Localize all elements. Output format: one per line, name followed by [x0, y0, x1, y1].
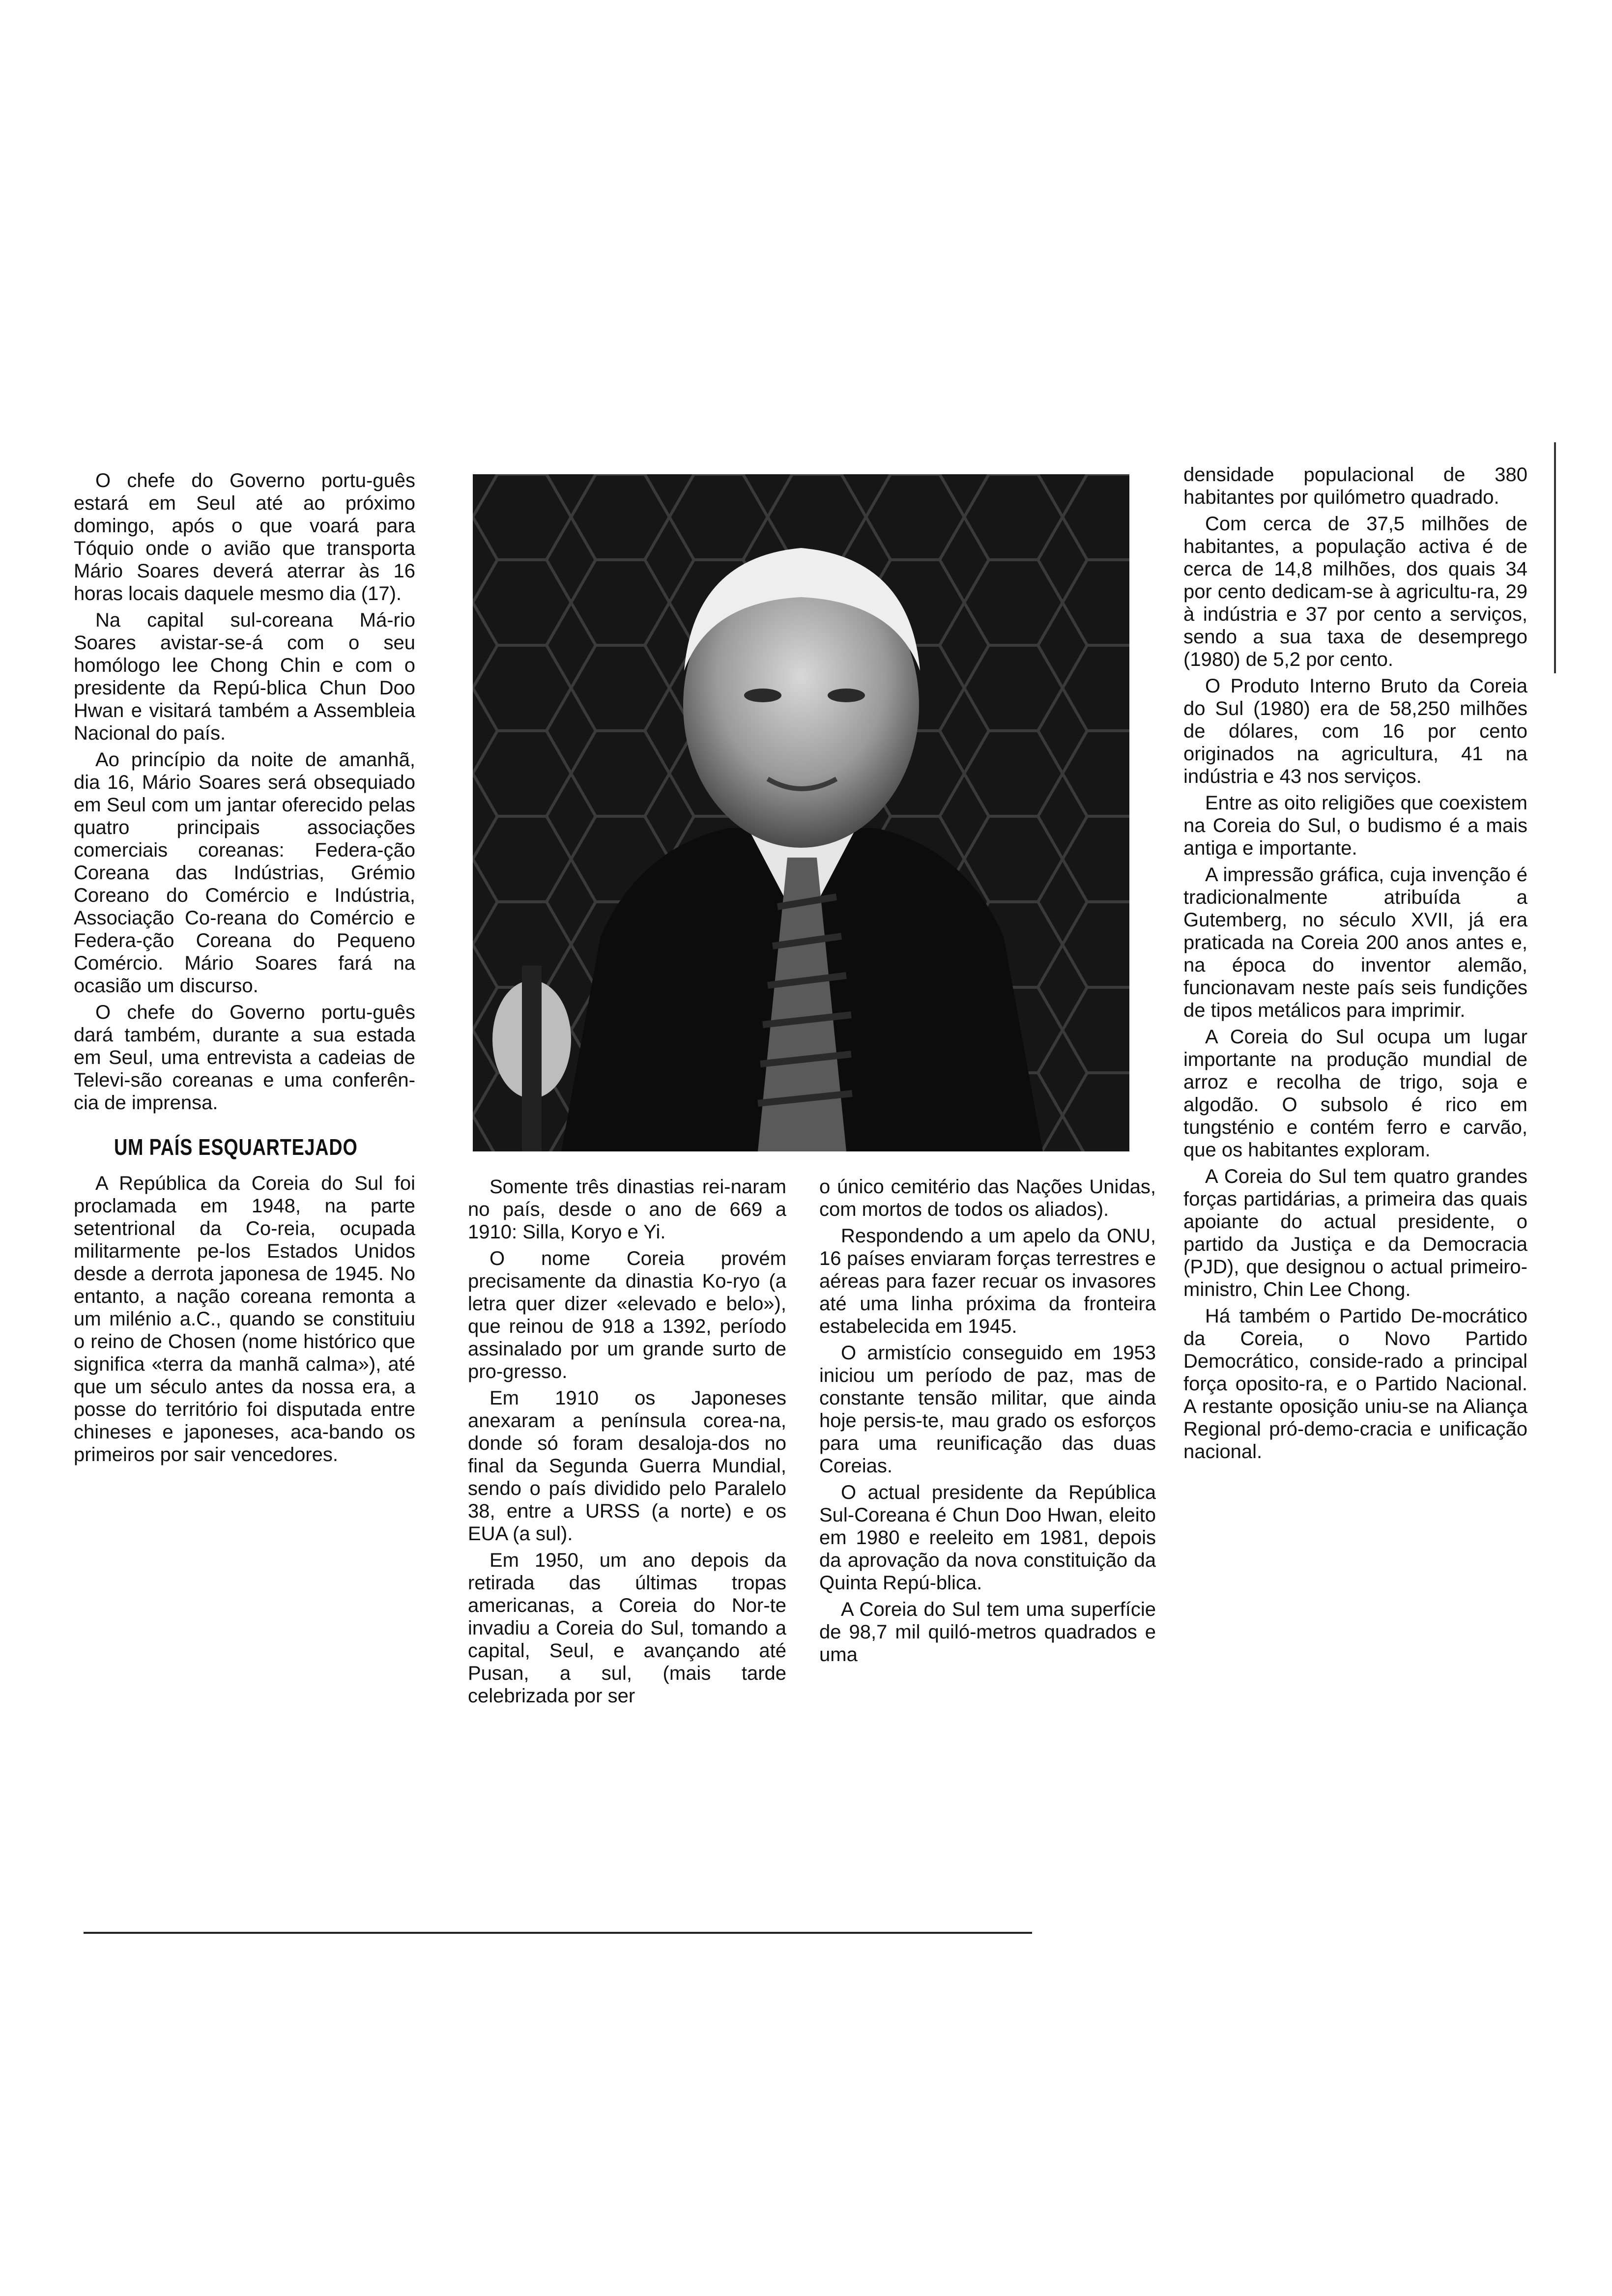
- section-heading: UM PAÍS ESQUARTEJADO: [114, 1134, 358, 1160]
- article-column-3: [819, 1176, 1156, 1670]
- paragraph: Em 1950, um ano depois da retirada das últimas tropas americanas, a Coreia do Nor-te invadiu a Coreia do Sul, tomando a capital, Seul, e avançando até Pusan, a sul, (mais tarde celebrizada por ser: [468, 1550, 786, 1707]
- paragraph: Em 1910 os Japoneses anexaram a península corea-na, donde só foram desaloja-dos no final da Segunda Guerra Mundial, sendo o país dividido pelo Paralelo 38, entre a URSS (a norte) e os EUA (a sul).: [468, 1387, 786, 1545]
- paragraph: Com cerca de 37,5 milhões de habitantes, a população activa é de cerca de 14,8 milhões, dos quais 34 por cento dedicam-se à agricultu-ra, 29 à indústria e 37 por cento a serviços, sendo a sua taxa de desemprego (1980) de 5,2 por cento.: [1183, 513, 1527, 670]
- paragraph: A Coreia do Sul ocupa um lugar importante na produção mundial de arroz e recolha de trigo, soja e algodão. O subsolo é rico em tungsténio e contém ferro e carvão, que os habitantes exploram.: [1183, 1026, 1527, 1161]
- portrait-photo: [473, 474, 1129, 1151]
- bottom-divider: [84, 1932, 1032, 1934]
- paragraph: O armistício conseguido em 1953 iniciou um período de paz, mas de constante tensão militar, que ainda hoje persis-te, mau grado os esforços para uma reunificação das duas Coreias.: [819, 1342, 1156, 1477]
- paragraph: O nome Coreia provém precisamente da dinastia Ko-ryo (a letra quer dizer «elevado e belo»), que reinou de 918 a 1392, período assinalado por um grande surto de pro-gresso.: [468, 1248, 786, 1382]
- article-column-4: [1183, 463, 1527, 1467]
- paragraph: A Coreia do Sul tem uma superfície de 98,7 mil quiló-metros quadrados e uma: [819, 1599, 1156, 1665]
- right-margin-line: [1554, 442, 1556, 673]
- portrait-photo-icon: [473, 474, 1129, 1151]
- paragraph: o único cemitério das Nações Unidas, com mortos de todos os aliados).: [819, 1176, 1156, 1220]
- article-column-2: [468, 1176, 786, 1711]
- paragraph: O chefe do Governo portu-guês dará também, durante a sua estada em Seul, uma entrevista a cadeias de Televi-são coreanas e uma conferên-cia de imprensa.: [74, 1002, 415, 1114]
- paragraph: Respondendo a um apelo da ONU, 16 países enviaram forças terrestres e aéreas para fazer recuar os invasores até uma linha próxima da fronteira estabelecida em 1945.: [819, 1225, 1156, 1337]
- paragraph: Ao princípio da noite de amanhã, dia 16, Mário Soares será obsequiado em Seul com um jantar oferecido pelas quatro principais associações comerciais coreanas: Federa-ção Coreana das Indústrias, Grémio Coreano do Comércio e Indústria, Associação Co-reana do Comércio e Federa-ção Coreana do Pequeno Comércio. Mário Soares fará na ocasião um discurso.: [74, 749, 415, 997]
- paragraph: Entre as oito religiões que coexistem na Coreia do Sul, o budismo é a mais antiga e importante.: [1183, 792, 1527, 859]
- paragraph: Somente três dinastias rei-naram no país, desde o ano de 669 a 1910: Silla, Koryo e Yi.: [468, 1176, 786, 1243]
- paragraph: densidade populacional de 380 habitantes por quilómetro quadrado.: [1183, 464, 1527, 508]
- paragraph: Na capital sul-coreana Má-rio Soares avistar-se-á com o seu homólogo lee Chong Chin e com o presidente da Repú-blica Chun Doo Hwan e visitará também a Assembleia Nacional do país.: [74, 609, 415, 744]
- paragraph: A República da Coreia do Sul foi proclamada em 1948, na parte setentrional da Co-reia, ocupada militarmente pe-los Estados Unidos desde a derrota japonesa de 1945. No entanto, a nação coreana remonta a um milénio a.C., quando se constituiu o reino de Chosen (nome histórico que significa «terra da manhã calma»), até que um século antes da nossa era, a posse do território foi disputada entre chineses e japoneses, aca-bando os primeiros por sair vencedores.: [74, 1173, 415, 1465]
- paragraph: Há também o Partido De-mocrático da Coreia, o Novo Partido Democrático, conside-rado a principal força oposito-ra, e o Partido Nacional. A restante oposição uniu-se na Aliança Regional pró-demo-cracia e unificação nacional.: [1183, 1305, 1527, 1463]
- paragraph: A impressão gráfica, cuja invenção é tradicionalmente atribuída a Gutemberg, no século XVII, já era praticada na Coreia 200 anos antes e, na época do inventor alemão, funcionavam neste país seis fundições de tipos metálicos para imprimir.: [1183, 864, 1527, 1021]
- paragraph: O actual presidente da República Sul-Coreana é Chun Doo Hwan, eleito em 1980 e reeleito em 1981, depois da aprovação da nova constituição da Quinta Repú-blica.: [819, 1482, 1156, 1594]
- paragraph: O chefe do Governo portu-guês estará em Seul até ao próximo domingo, após o que voará para Tóquio onde o avião que transporta Mário Soares deverá aterrar às 16 horas locais daquele mesmo dia (17).: [74, 470, 415, 604]
- paragraph: O Produto Interno Bruto da Coreia do Sul (1980) era de 58,250 milhões de dólares, com 16 por cento originados na agricultura, 41 na indústria e 43 nos serviços.: [1183, 675, 1527, 787]
- paragraph: A Coreia do Sul tem quatro grandes forças partidárias, a primeira das quais apoiante do actual presidente, o partido da Justiça e da Democracia (PJD), que designou o actual primeiro-ministro, Chin Lee Chong.: [1183, 1166, 1527, 1300]
- article-column-1: [74, 469, 415, 1470]
